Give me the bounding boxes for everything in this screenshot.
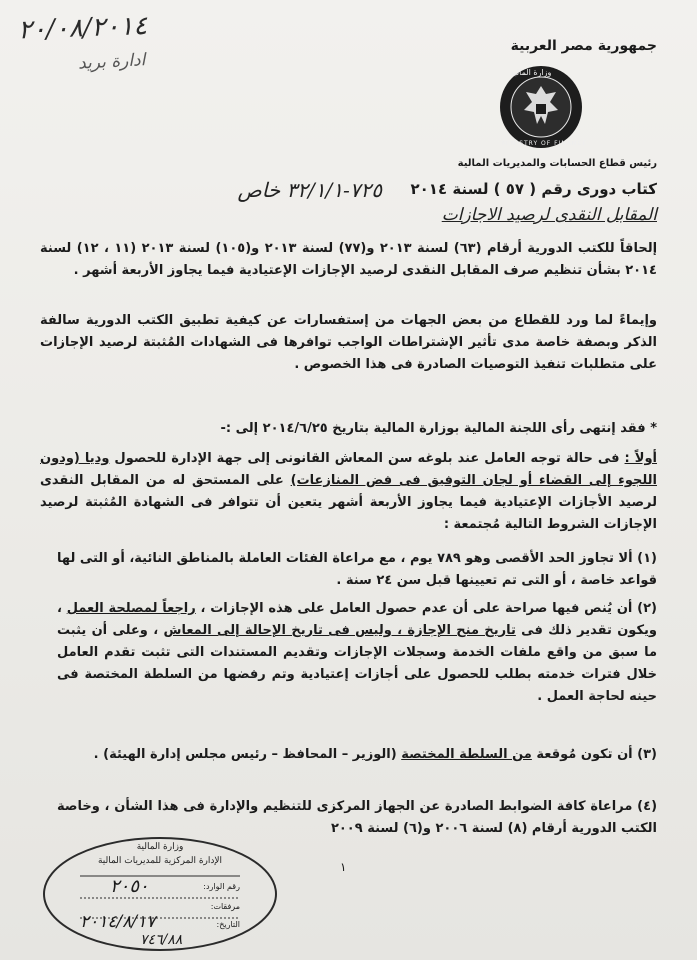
condition-item-1	[57, 548, 657, 592]
handwritten-top-note	[18, 12, 218, 72]
item-2-underlined-2: تاريخ منح الإجازة ، وليس فى تاريخ الإحالة إلى المعاش	[163, 623, 516, 638]
stamp-incoming-value: ٢٠٥٠	[110, 876, 149, 897]
paragraph-reference: إلحاقاً للكتب الدورية أرقام (٦٣) لسنة ٢٠١٣ و(٧٧) لسنة ٢٠١٣ و(١٠٥) لسنة ٢٠١٣ (١١ ، ١٢) لسنة ٢٠١٤ بشأن تنظيم صرف المقابل النقدى لرصيد الإجازات الإعتيادية فيما يجاوز الأربعة أشهر .	[40, 241, 658, 278]
stamp-incoming-label: رقم الوارد:	[203, 882, 240, 891]
item-3-underlined: من السلطة المختصة	[401, 747, 532, 762]
first-text-underlined: وديا (ودون اللجوء إلى القضاء أو لجان التوفيق فى فض المنازعات)	[40, 451, 657, 488]
paragraph-committee-decision: * فقد إنتهى رأى اللجنة المالية بوزارة المالية بتاريخ ٢٠١٤/٦/٢٥ إلى :-	[220, 421, 657, 436]
item-2-number: (٢)	[637, 601, 657, 616]
item-3-text-a: أن تكون مُوقعة	[531, 747, 633, 762]
page-number: ١	[340, 860, 347, 874]
first-label: أولاً :	[624, 451, 657, 466]
sector-head-line: رئيس قطاع الحسابات والمديريات المالية	[457, 158, 657, 169]
item-4-number: (٤)	[637, 799, 658, 814]
handwritten-reference-number: ٧٢٥-٣٢/١/١ خاص	[237, 178, 382, 202]
first-text-a: فى حالة توجه العامل عند بلوغه سن المعاش القانونى إلى جهة الإدارة للحصول	[109, 451, 625, 466]
condition-item-2	[57, 598, 657, 708]
item-3-text-b: (الوزير – المحافظ – رئيس مجلس إدارة الهيئة) .	[93, 747, 402, 762]
circular-title: كتاب دورى رقم ( ٥٧ ) لسنة ٢٠١٤	[410, 180, 657, 198]
item-2-underlined-1: راجعاً لمصلحة العمل	[66, 601, 196, 616]
handwritten-date-note: ٢٠/٠٨/٢٠١٤	[17, 10, 148, 46]
condition-item-3	[57, 744, 657, 766]
first-text-b: على المستحق له من المقابل النقدى لرصيد الأجازات الإعتيادية فيما يجاوز الأربعة أشهر يتعين أن تتوافر فى الشهادة المُثبتة لرصيد الإجازات الشروط التالية مُجتمعة :	[40, 473, 657, 532]
emblem-arabic-text: وزارة المالية	[510, 68, 552, 77]
handwritten-signature-note: ادارة بريد	[77, 50, 146, 74]
republic-heading: جمهورية مصر العربية	[510, 38, 657, 54]
emblem-english-text: MINISTRY OF FINANCE	[502, 140, 588, 147]
item-2-text-a: أن يُنص فيها صراحة على أن عدم حصول العامل على هذه الإجازات ،	[195, 601, 633, 616]
stamp-bottom-handwriting: ٧٤٦/٨٨	[140, 932, 183, 948]
item-2-text-c: ، وعلى أن يثبت ما سبق من واقع ملفات الخدمة وسجلات الإجازات وتقديم المستندات التى تثبت تقدم العامل خلال فترات خدمته بطلب للحصول على أجازات إعتيادية وتم رفضها من السلطة المختصة فى حينه لحاجة العمل .	[57, 623, 657, 704]
stamp-ministry: وزارة المالية	[136, 842, 184, 852]
item-2-text-b: ، ويكون تقدير ذلك فى	[57, 601, 657, 638]
item-1-number: (١)	[637, 551, 657, 566]
stamp-date-value: ٢٠١٤/٨/١٧	[80, 912, 156, 932]
paragraph-inquiries: وإيماءً لما ورد للقطاع من بعض الجهات من إستفسارات عن كيفية تطبيق الكتب الدورية سالفة الذكر وبصفة خاصة مدى تأثير الإشتراطات الواجب توافرها فى الشهادات المُثبتة لرصيد الإجازات على متطلبات تنفيذ التوصيات الصادرة فى هذا الخصوص .	[40, 313, 657, 372]
stamp-attachments-label: مرفقات:	[210, 902, 240, 911]
item-3-number: (٣)	[637, 747, 657, 762]
stamp-department: الإدارة المركزية للمديريات المالية	[97, 856, 223, 866]
item-4-text: مراعاة كافة الضوابط الصادرة عن الجهاز المركزى للتنظيم والإدارة فى هذا الشأن ، وخاصة الكتب الدورية أرقام (٨) لسنة ٢٠٠٦ و(٦) لسنة ٢٠٠٩	[57, 799, 657, 836]
incoming-stamp	[40, 832, 280, 952]
item-1-text: ألا تجاوز الحد الأقصى وهو ٧٨٩ يوم ، مع مراعاة الفئات العاملة بالمناطق النائية، أو التى لها قواعد خاصة ، أو التى تم تعيينها قبل سن ٢٤ سنة .	[57, 551, 657, 588]
paragraph-first	[40, 448, 657, 536]
handwritten-subject: المقابل النقدى لرصيد الاجازات	[441, 205, 657, 225]
stamp-date-label: التاريخ:	[216, 920, 240, 929]
